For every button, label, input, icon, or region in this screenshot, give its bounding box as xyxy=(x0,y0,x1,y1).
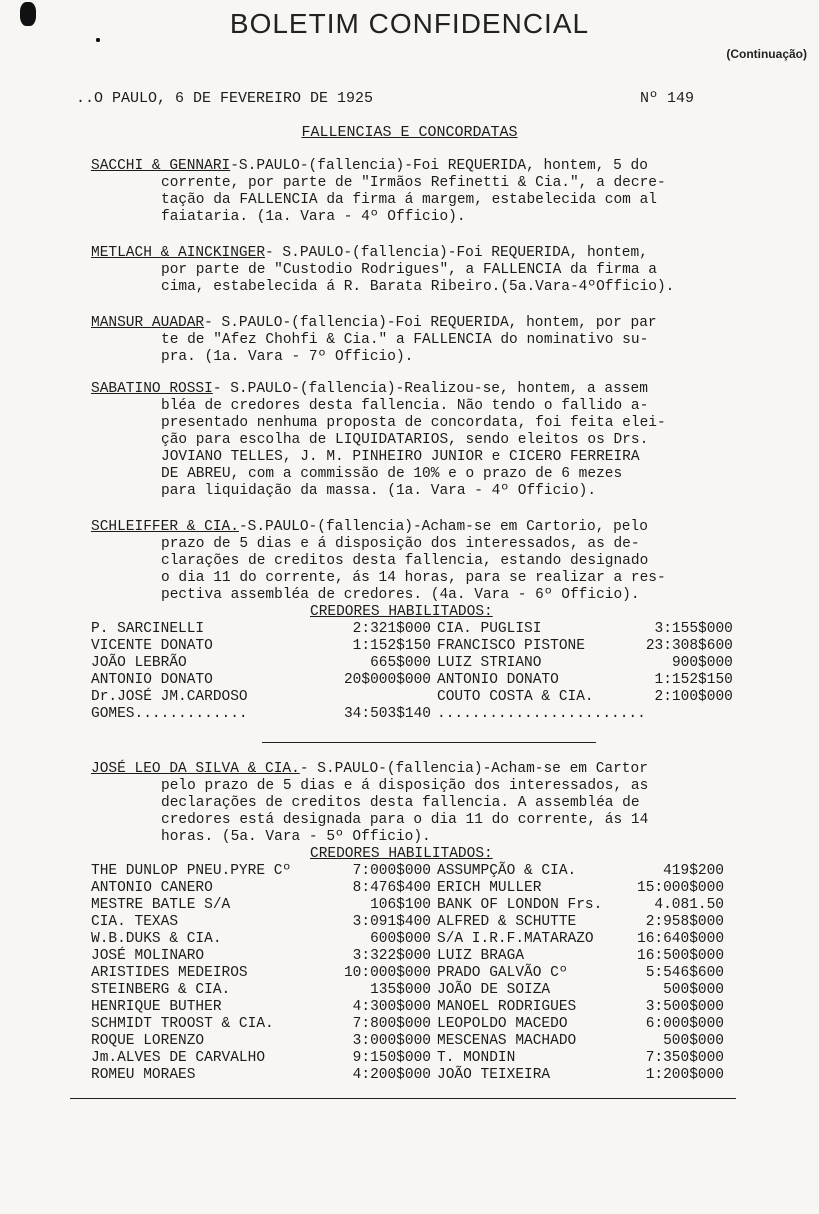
table-row xyxy=(91,621,733,638)
creditor-name: ANTONIO DONATO xyxy=(91,672,213,688)
entry-name: MANSUR AUADAR xyxy=(91,315,205,331)
creditor-name: STEINBERG & CIA. xyxy=(91,982,231,998)
entry-line: - S.PAULO-(fallencia)-Acham-se em Cartor xyxy=(299,761,648,777)
creditors-title: CREDORES HABILITADOS: xyxy=(310,604,493,620)
table-row xyxy=(91,931,724,948)
credit-amount: 7:350$000 xyxy=(645,1050,725,1066)
entry-line: o dia 11 do corrente, ás 14 horas, para se realizar a res- xyxy=(161,570,666,586)
entry-line: bléa de credores desta fallencia. Não tendo o fallido a- xyxy=(161,398,649,414)
divider xyxy=(262,742,596,743)
creditor-name: ASSUMPÇÃO & CIA. xyxy=(437,863,577,879)
table-row xyxy=(91,897,724,914)
credit-amount: 3:000$000 xyxy=(352,1033,431,1049)
creditors-table-1 xyxy=(91,621,733,723)
creditor-name: COUTO COSTA & CIA. xyxy=(437,689,594,705)
creditor-name: CIA. TEXAS xyxy=(91,914,179,930)
table-row xyxy=(91,706,733,723)
bulletin-title: BOLETIM CONFIDENCIAL xyxy=(229,8,590,39)
credit-amount xyxy=(646,706,733,723)
credit-amount xyxy=(311,689,431,706)
creditor-name: BANK OF LONDON Frs. xyxy=(437,897,603,913)
credit-amount: 1:152$150 xyxy=(654,672,733,688)
entry-line: prazo de 5 dias e á disposição dos interessados, as de- xyxy=(161,536,640,552)
table-row xyxy=(91,1016,724,1033)
creditor-name: HENRIQUE BUTHER xyxy=(91,999,222,1015)
credit-amount: 4:200$000 xyxy=(352,1067,431,1083)
entry-line: corrente, por parte de "Irmãos Refinetti & Cia.", a decre- xyxy=(161,175,666,191)
table-row xyxy=(91,948,724,965)
creditor-name: THE DUNLOP PNEU.PYRE Cº xyxy=(91,863,292,879)
entry-sabatino-rossi xyxy=(91,381,751,500)
creditor-name: T. MONDIN xyxy=(437,1050,516,1066)
entry-line: pra. (1a. Vara - 7º Officio). xyxy=(161,349,414,365)
credit-amount: 1:200$000 xyxy=(645,1067,725,1083)
creditor-name: JOSÉ MOLINARO xyxy=(91,948,205,964)
entry-line: - S.PAULO-(fallencia)-Realizou-se, hontem, a assem xyxy=(212,381,648,397)
entry-line: ção para escolha de LIQUIDATARIOS, sendo eleitos os Drs. xyxy=(161,432,649,448)
entry-line: declarações de creditos desta fallencia. A assembléa de xyxy=(161,795,640,811)
credit-amount: 4.081.50 xyxy=(654,897,725,913)
entry-name: SABATINO ROSSI xyxy=(91,381,213,397)
credit-amount: 2:958$000 xyxy=(645,914,725,930)
credit-amount: 665$000 xyxy=(370,655,431,671)
entry-line: -S.PAULO-(fallencia)-Foi REQUERIDA, hontem, 5 do xyxy=(230,158,648,174)
entry-line: por parte de "Custodio Rodrigues", a FALLENCIA da firma a xyxy=(161,262,657,278)
table-row xyxy=(91,1033,724,1050)
creditor-name: CIA. PUGLISI xyxy=(437,621,542,637)
table-row xyxy=(91,1050,724,1067)
creditor-name: SCHMIDT TROOST & CIA. xyxy=(91,1016,274,1032)
credit-amount: 8:476$400 xyxy=(352,880,431,896)
credit-amount: 16:500$000 xyxy=(637,948,725,964)
creditor-name: GOMES............. xyxy=(91,706,248,722)
creditor-name: ROQUE LORENZO xyxy=(91,1033,205,1049)
credit-amount: 2:321$000 xyxy=(352,621,431,637)
credit-amount: 3:500$000 xyxy=(645,999,725,1015)
creditor-name: ALFRED & SCHUTTE xyxy=(437,914,577,930)
entry-metlach-ainckinger xyxy=(91,245,751,296)
creditor-name: LUIZ BRAGA xyxy=(437,948,525,964)
credit-amount: 1:152$150 xyxy=(352,638,431,654)
creditor-name: ANTONIO CANERO xyxy=(91,880,213,896)
creditor-name: LEOPOLDO MACEDO xyxy=(437,1016,568,1032)
credit-amount: 23:308$600 xyxy=(645,638,733,654)
entry-line: - S.PAULO-(fallencia)-Foi REQUERIDA, hontem, xyxy=(265,245,648,261)
section-title: FALLENCIAS E CONCORDATAS xyxy=(301,124,518,141)
credit-amount: 9:150$000 xyxy=(352,1050,431,1066)
table-row xyxy=(91,1067,724,1084)
entry-line: presentado nenhuma proposta de concordata, foi feita elei- xyxy=(161,415,666,431)
entry-line: DE ABREU, com a commissão de 10% e o prazo de 6 mezes xyxy=(161,466,623,482)
creditors-title: CREDORES HABILITADOS: xyxy=(310,846,493,862)
creditor-name: JOÃO DE SOIZA xyxy=(437,982,551,998)
table-row xyxy=(91,999,724,1016)
table-row xyxy=(91,914,724,931)
entry-line: faiataria. (1a. Vara - 4º Officio). xyxy=(161,209,466,225)
credit-amount: 34:503$140 xyxy=(343,706,431,722)
credit-amount: 7:800$000 xyxy=(352,1016,431,1032)
entry-jose-leo-da-silva xyxy=(91,761,751,846)
creditor-name: VICENTE DONATO xyxy=(91,638,213,654)
entry-line: cima, estabelecida á R. Barata Ribeiro.(5a.Vara-4ºOfficio). xyxy=(161,279,675,295)
entry-sacchi-gennari xyxy=(91,158,751,226)
creditor-name: S/A I.R.F.MATARAZO xyxy=(437,931,594,947)
credit-amount: 500$000 xyxy=(663,1033,725,1049)
entry-line: para liquidação da massa. (1a. Vara - 4º Officio). xyxy=(161,483,597,499)
creditor-name: MANOEL RODRIGUES xyxy=(437,999,577,1015)
entry-line: pelo prazo de 5 dias e á disposição dos interessados, as xyxy=(161,778,649,794)
credit-amount: 3:155$000 xyxy=(654,621,733,637)
creditor-name: ARISTIDES MEDEIROS xyxy=(91,965,248,981)
creditor-name: ANTONIO DONATO xyxy=(437,672,559,688)
creditor-name: ERICH MULLER xyxy=(437,880,542,896)
credit-amount: 900$000 xyxy=(671,655,733,671)
credit-amount: 4:300$000 xyxy=(352,999,431,1015)
credit-amount: 2:100$000 xyxy=(654,689,733,705)
entry-line: JOVIANO TELLES, J. M. PINHEIRO JUNIOR e CICERO FERREIRA xyxy=(161,449,640,465)
table-row xyxy=(91,689,733,706)
creditor-name: P. SARCINELLI xyxy=(91,621,205,637)
credit-amount: 6:000$000 xyxy=(645,1016,725,1032)
credit-amount: 500$000 xyxy=(663,982,725,998)
credit-amount: 10:000$000 xyxy=(343,965,431,981)
credit-amount: 106$100 xyxy=(370,897,431,913)
credit-amount: 16:640$000 xyxy=(637,931,725,947)
creditor-name: MESCENAS MACHADO xyxy=(437,1033,577,1049)
creditor-name: FRANCISCO PISTONE xyxy=(437,638,585,654)
creditors-table-2 xyxy=(91,863,724,1084)
creditor-name: MESTRE BATLE S/A xyxy=(91,897,231,913)
table-row xyxy=(91,863,724,880)
credit-amount: 3:091$400 xyxy=(352,914,431,930)
creditor-name: Dr.JOSÉ JM.CARDOSO xyxy=(91,689,248,705)
table-row xyxy=(91,638,733,655)
entry-schleiffer-cia xyxy=(91,519,751,604)
creditor-name: ........................ xyxy=(437,706,646,722)
creditor-name: Jm.ALVES DE CARVALHO xyxy=(91,1050,266,1066)
credit-amount: 600$000 xyxy=(370,931,431,947)
bottom-divider xyxy=(70,1098,736,1099)
dateline: ..O PAULO, 6 DE FEVEREIRO DE 1925 xyxy=(76,90,374,107)
bulletin-number: Nº 149 xyxy=(640,90,695,107)
credit-amount: 15:000$000 xyxy=(637,880,725,896)
creditor-name: JOÃO LEBRÃO xyxy=(91,655,187,671)
entry-line: credores está designada para o dia 11 do corrente, ás 14 xyxy=(161,812,649,828)
credit-amount: 20$000$000 xyxy=(343,672,431,688)
entry-line: pectiva assembléa de credores. (4a. Vara - 6º Officio). xyxy=(161,587,640,603)
table-row xyxy=(91,655,733,672)
entry-line: te de "Afez Chohfi & Cia." a FALLENCIA do nominativo su- xyxy=(161,332,649,348)
entry-name: SCHLEIFFER & CIA. xyxy=(91,519,239,535)
continuation-label: (Continuação) xyxy=(726,47,807,61)
entry-name: METLACH & AINCKINGER xyxy=(91,245,266,261)
creditor-name: W.B.DUKS & CIA. xyxy=(91,931,222,947)
creditor-name: PRADO GALVÃO Cº xyxy=(437,965,568,981)
credit-amount: 135$000 xyxy=(370,982,431,998)
creditor-name: LUIZ STRIANO xyxy=(437,655,542,671)
credit-amount: 7:000$000 xyxy=(352,863,431,879)
creditor-name: JOÃO TEIXEIRA xyxy=(437,1067,551,1083)
table-row xyxy=(91,982,724,999)
table-row xyxy=(91,672,733,689)
credit-amount: 3:322$000 xyxy=(352,948,431,964)
entry-name: JOSÉ LEO DA SILVA & CIA. xyxy=(91,761,300,777)
entry-line: -S.PAULO-(fallencia)-Acham-se em Cartorio, pelo xyxy=(238,519,648,535)
entry-line: clarações de creditos desta fallencia, estando designado xyxy=(161,553,649,569)
entry-line: - S.PAULO-(fallencia)-Foi REQUERIDA, hontem, por par xyxy=(204,315,657,331)
entry-line: horas. (5a. Vara - 5º Officio). xyxy=(161,829,431,845)
credit-amount: 5:546$600 xyxy=(645,965,725,981)
credit-amount: 419$200 xyxy=(663,863,725,879)
creditor-name: ROMEU MORAES xyxy=(91,1067,196,1083)
entry-line: tação da FALLENCIA da firma á margem, estabelecida com al xyxy=(161,192,657,208)
entry-mansur-auadar xyxy=(91,315,751,366)
table-row xyxy=(91,880,724,897)
table-row xyxy=(91,965,724,982)
entry-name: SACCHI & GENNARI xyxy=(91,158,231,174)
